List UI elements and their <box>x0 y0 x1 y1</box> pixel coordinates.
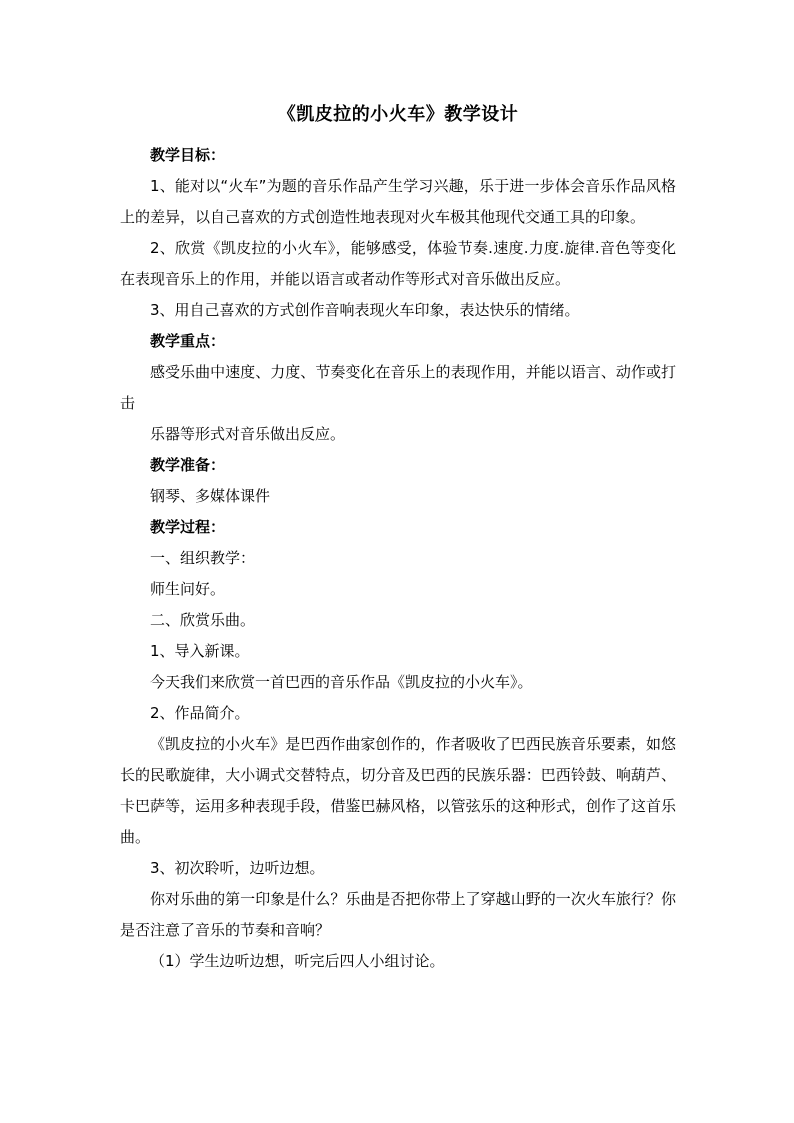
paragraph: 师生问好。 <box>150 580 226 598</box>
paragraph: 钢琴、多媒体课件 <box>150 487 271 505</box>
paragraph: 今天我们来欣赏一首巴西的音乐作品《凯皮拉的小火车》。 <box>150 673 533 691</box>
paragraph: 感受乐曲中速度、力度、节奏变化在音乐上的表现作用，并能以语言、动作或打击 <box>120 363 676 412</box>
paragraph: （1）学生边听边想，听完后四人小组讨论。 <box>150 952 445 970</box>
paragraph: 2、欣赏《凯皮拉的小火车》，能够感受，体验节奏.速度.力度.旋律.音色等变化在表现音乐上的作用，并能以语言或者动作等形式对音乐做出反应。 <box>120 239 676 288</box>
paragraph: 《凯皮拉的小火车》是巴西作曲家创作的，作者吸收了巴西民族音乐要素，如悠长的民歌旋律，大小调式交替特点，切分音及巴西的民族乐器：巴西铃鼓、响葫芦、卡巴萨等，运用多种表现手段，借鉴巴赫风格，以管弦乐的这种形式，创作了这首乐曲。 <box>120 735 676 846</box>
paragraph: 二、欣赏乐曲。 <box>150 611 256 629</box>
section-heading: 教学准备： <box>150 456 226 474</box>
paragraph: 3、用自己喜欢的方式创作音响表现火车印象，表达快乐的情绪。 <box>150 301 580 319</box>
paragraph: 1、能对以“火车”为题的音乐作品产生学习兴趣，乐于进一步体会音乐作品风格上的差异，以自己喜欢的方式创造性地表现对火车极其他现代交通工具的印象。 <box>120 177 676 226</box>
section-heading: 教学目标： <box>150 146 226 164</box>
document-title: 《凯皮拉的小火车》教学设计 <box>277 104 519 125</box>
paragraph: 3、初次聆听，边听边想。 <box>150 859 325 877</box>
paragraph: 1、导入新课。 <box>150 642 250 660</box>
document-page <box>120 98 676 977</box>
document-body <box>120 140 676 977</box>
section-heading: 教学重点： <box>150 332 226 350</box>
paragraph: 2、作品简介。 <box>150 704 250 722</box>
paragraph: 你对乐曲的第一印象是什么？乐曲是否把你带上了穿越山野的一次火车旅行？你是否注意了音乐的节奏和音响？ <box>120 890 676 939</box>
paragraph: 一、组织教学： <box>150 549 256 567</box>
section-heading: 教学过程： <box>150 518 226 536</box>
paragraph: 乐器等形式对音乐做出反应。 <box>150 425 346 443</box>
